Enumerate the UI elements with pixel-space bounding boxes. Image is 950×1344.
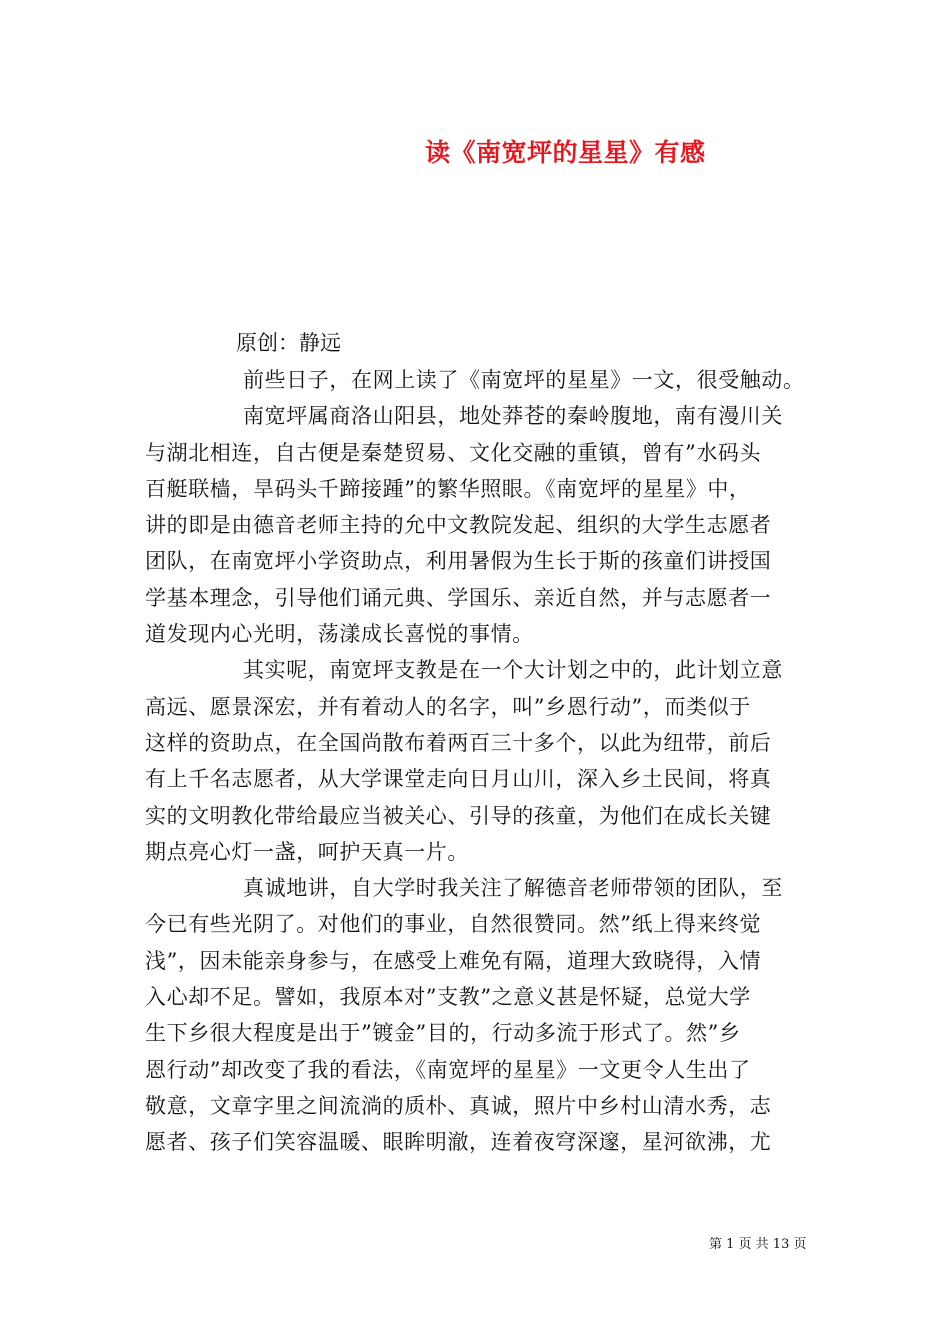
paragraph-line: 高远、愿景深宏，并有着动人的名字，叫”乡恩行动”，而类似于: [145, 694, 751, 719]
paragraph-line: 敬意，文章字里之间流淌的质朴、真诚，照片中乡村山清水秀，志: [145, 1093, 772, 1118]
paragraph-line: 团队，在南宽坪小学资助点，利用暑假为生长于斯的孩童们讲授国: [145, 549, 772, 574]
paragraph-line: 今已有些光阴了。对他们的事业，自然很赞同。然”纸上得来终觉: [145, 912, 762, 937]
paragraph-line: 入心却不足。譬如，我原本对”支教”之意义甚是怀疑，总觉大学: [145, 985, 751, 1010]
page-number-footer: 第 1 页 共 13 页: [709, 1237, 807, 1252]
paragraph-line: 南宽坪属商洛山阳县，地处莽苍的秦岭腹地，南有漫川关: [243, 404, 783, 429]
paragraph-line: 有上千名志愿者，从大学课堂走向日月山川，深入乡土民间，将真: [145, 767, 772, 792]
paragraph-line: 恩行动”却改变了我的看法，《南宽坪的星星》一文更令人生出了: [145, 1057, 751, 1082]
paragraph-line: 与湖北相连，自古便是秦楚贸易、文化交融的重镇，曾有”水码头: [145, 440, 762, 465]
paragraph-line: 百艇联樯，旱码头千蹄接踵”的繁华照眼。《南宽坪的星星》中，: [145, 476, 751, 501]
paragraph-line: 道发现内心光明，荡漾成长喜悦的事情。: [145, 622, 534, 647]
body-text: [145, 362, 810, 1161]
paragraph-line: 浅”，因未能亲身参与，在感受上难免有隔，道理大致晓得，入情: [145, 948, 762, 973]
paragraph-line: 实的文明教化带给最应当被关心、引导的孩童，为他们在成长关键: [145, 803, 772, 828]
paragraph-line: 讲的即是由德音老师主持的允中文教院发起、组织的大学生志愿者: [145, 513, 772, 538]
document-title: 读《南宽坪的星星》有感: [425, 138, 706, 167]
paragraph-line: 生下乡很大程度是出于”镀金”目的，行动多流于形式了。然”乡: [145, 1021, 741, 1046]
paragraph-line: 学基本理念，引导他们诵元典、学国乐、亲近自然，并与志愿者一: [145, 585, 772, 610]
paragraph-line: 愿者、孩子们笑容温暖、眼眸明澈，连着夜穹深邃，星河欲沸，尤: [145, 1130, 772, 1155]
paragraph-line: 期点亮心灯一盏，呵护天真一片。: [145, 839, 469, 864]
paragraph-line: 真诚地讲，自大学时我关注了解德音老师带领的团队，至: [243, 876, 783, 901]
paragraph-line: 这样的资助点，在全国尚散布着两百三十多个，以此为纽带，前后: [145, 730, 772, 755]
paragraph-line: 前些日子，在网上读了《南宽坪的星星》一文，很受触动。: [243, 368, 805, 392]
author-line: 原创：静远: [236, 331, 341, 355]
paragraph-line: 其实呢，南宽坪支教是在一个大计划之中的，此计划立意: [243, 658, 783, 683]
